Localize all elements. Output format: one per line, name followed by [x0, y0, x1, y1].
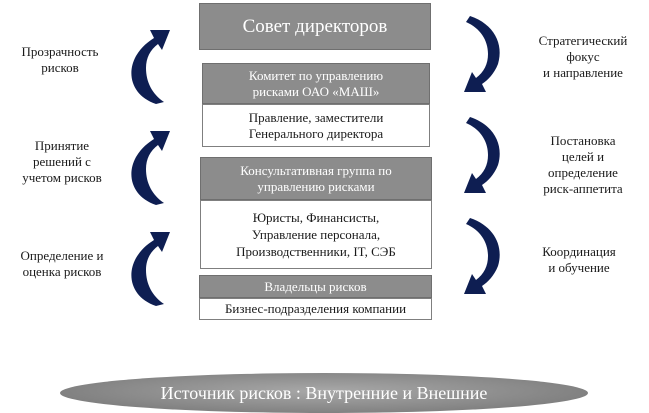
risk-owners-box [199, 275, 432, 298]
right-label-coordination: Координация и обучение [542, 244, 616, 275]
left-label-assessment: Определение и оценка рисков [20, 248, 104, 279]
curved-arrow-down-icon [460, 115, 510, 207]
advisory-members-line-2: Управление персонала, [251, 227, 381, 242]
curved-arrow-down-icon [460, 14, 510, 106]
right-label-goals: Постановка целей и определение риск-аппетита [543, 133, 623, 196]
board-title: Совет директоров [242, 15, 388, 37]
left-label-transparency: Прозрачность рисков [21, 44, 99, 75]
committee-title-line-1: Комитет по управлению [248, 67, 384, 83]
risk-committee-box [202, 63, 430, 104]
business-units-box [199, 298, 432, 320]
committee-members-line-1: Правление, заместители [248, 109, 384, 125]
advisory-title-line-2: управлению рисками [257, 178, 375, 194]
risk-owners-title: Владельцы рисков [264, 278, 367, 294]
risk-sources-label: Источник рисков : Внутренние и Внешние [160, 382, 488, 403]
committee-members-line-2: Генерального директора [248, 125, 384, 141]
business-units-label: Бизнес-подразделения компании [224, 301, 407, 316]
curved-arrow-up-icon [124, 115, 174, 207]
board-of-directors-box [199, 3, 431, 50]
advisory-members-box [200, 200, 432, 269]
curved-arrow-down-icon [460, 216, 510, 308]
committee-members-box [202, 104, 430, 147]
right-label-strategy: Стратегический фокус и направление [538, 33, 628, 80]
advisory-title-line-1: Консультативная группа по [240, 162, 392, 178]
risk-sources-ellipse [60, 373, 588, 413]
left-label-decisions: Принятие решений с учетом рисков [22, 138, 102, 185]
advisory-members-line-1: Юристы, Финансисты, [252, 210, 380, 225]
curved-arrow-up-icon [124, 216, 174, 308]
curved-arrow-up-icon [124, 14, 174, 106]
advisory-group-box [200, 157, 432, 200]
committee-title-line-2: рисками ОАО «МАШ» [252, 83, 380, 99]
advisory-members-line-3: Производственники, IT, СЭБ [236, 244, 396, 259]
